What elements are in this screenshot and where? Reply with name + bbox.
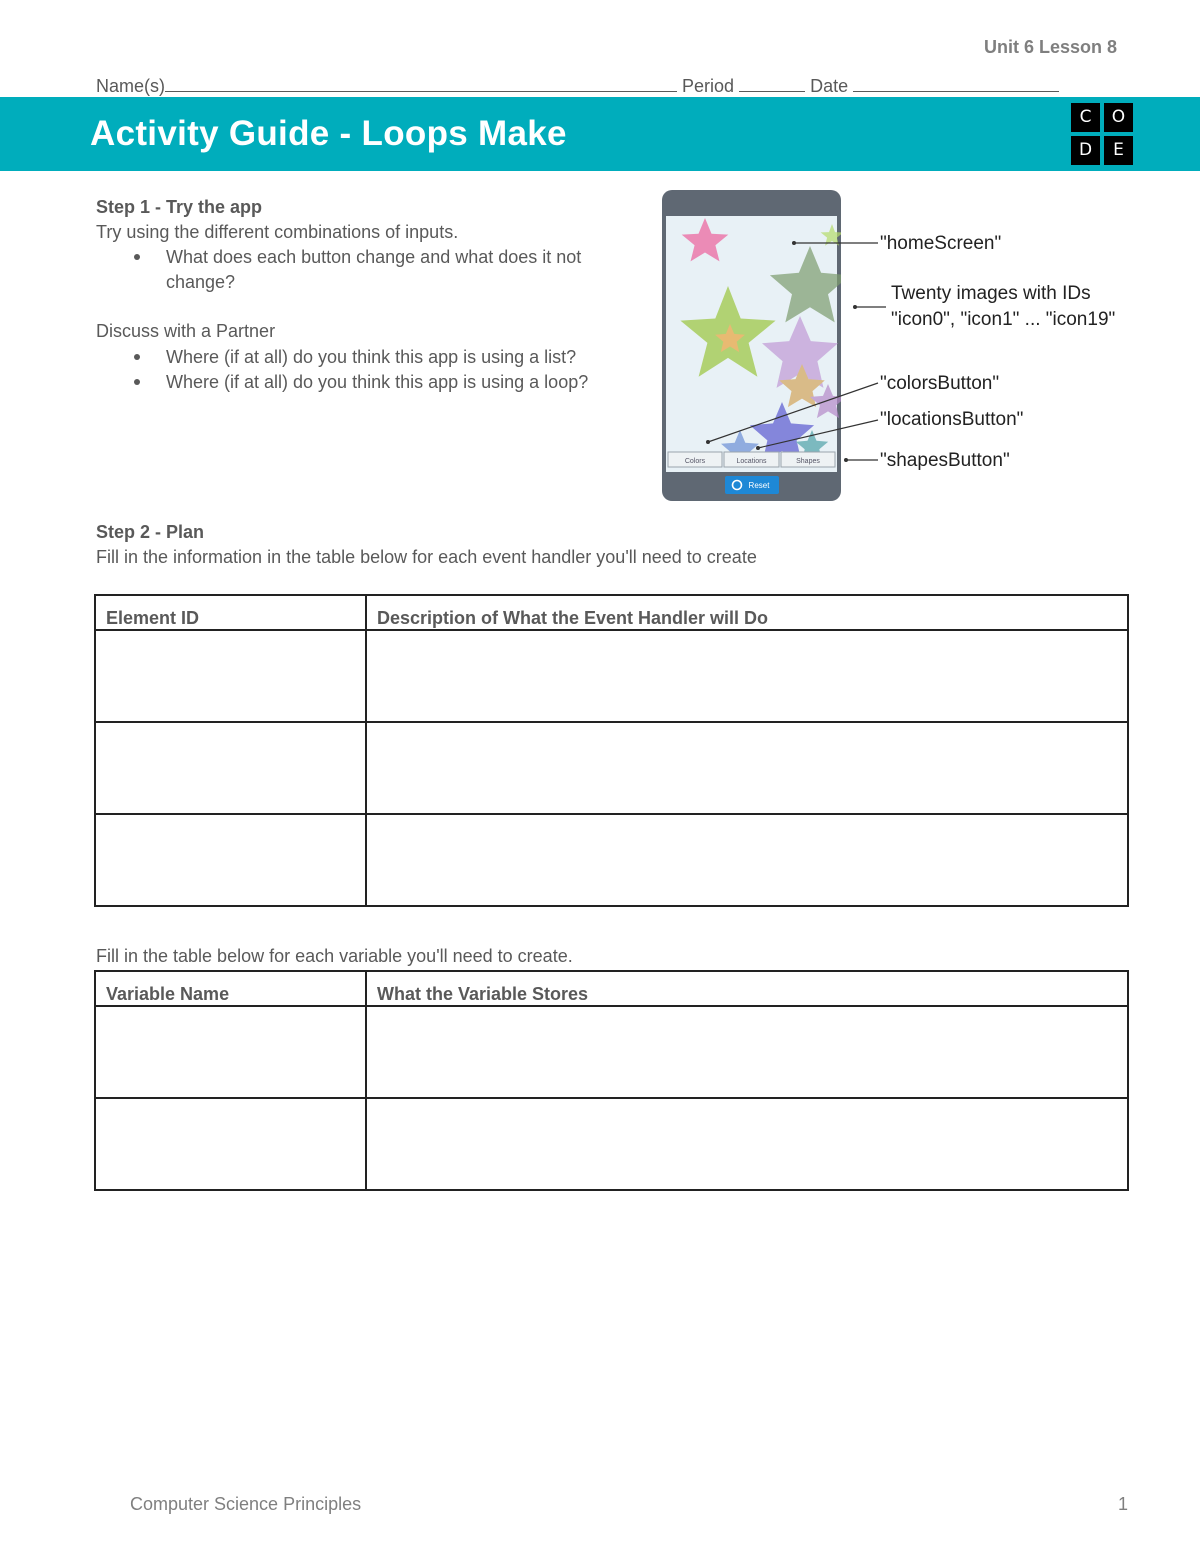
colors-button-label: Colors [684,458,706,465]
table-header-row [95,971,1128,1006]
variable-table [94,970,1129,1191]
event-handler-table [94,594,1129,907]
step1-bullet-list [96,245,636,295]
table-row [95,1098,1128,1190]
code-org-logo [1071,103,1135,167]
table-row [95,814,1128,906]
variable-name-cell[interactable] [95,1006,366,1098]
locations-button-callout: "locationsButton" [880,409,1024,430]
description-cell[interactable] [366,722,1128,814]
partner-bullet-loop-question: Where (if at all) do you think this app is using a loop? [96,370,656,395]
description-cell[interactable] [366,630,1128,722]
variable-name-cell[interactable] [95,1098,366,1190]
reset-button-label: Reset [748,481,770,490]
name-period-date-line [96,74,1059,97]
name-blank[interactable] [165,74,677,92]
shapes-button-callout: "shapesButton" [880,450,1010,471]
shapes-button-label: Shapes [796,458,820,465]
logo-letter-d: D [1071,136,1100,165]
step1-bullet: What does each button change and what does it not change? [96,245,636,295]
logo-letter-e: E [1104,136,1133,165]
date-label: Date [810,76,849,96]
table-header-row [95,595,1128,630]
table-header-cell: Description of What the Event Handler will Do [366,595,1128,630]
footer-course: Computer Science Principles [130,1494,362,1514]
variable-stores-cell[interactable] [366,1098,1128,1190]
activity-title: Activity Guide - Loops Make [90,114,567,153]
table-row [95,630,1128,722]
step1-heading: Step 1 - Try the app [96,197,263,217]
variable-stores-cell[interactable] [366,1006,1128,1098]
table-header-cell: What the Variable Stores [366,971,1128,1006]
unit-lesson-label: Unit 6 Lesson 8 [984,37,1118,57]
partner-bullet-list [96,345,656,395]
period-blank[interactable] [739,74,805,92]
period-label: Period [682,76,735,96]
step1-intro: Try using the different combinations of inputs. [96,222,459,242]
step2-intro: Fill in the information in the table below for each event handler you'll need to create [96,547,757,567]
element-id-cell[interactable] [95,630,366,722]
table-row [95,1006,1128,1098]
footer-page-number: 1 [1118,1494,1129,1514]
description-cell[interactable] [366,814,1128,906]
callout-lines [690,230,890,475]
home-screen-callout: "homeScreen" [880,233,1002,254]
locations-button-label: Locations [736,458,767,465]
table-header-cell: Element ID [95,595,366,630]
partner-heading: Discuss with a Partner [96,321,276,341]
element-id-cell[interactable] [95,814,366,906]
colors-button-callout: "colorsButton" [880,373,1000,394]
element-id-cell[interactable] [95,722,366,814]
logo-letter-o: O [1104,103,1133,132]
step2-heading: Step 2 - Plan [96,522,205,542]
table-header-cell: Variable Name [95,971,366,1006]
name-label: Name(s) [96,76,166,96]
table-row [95,722,1128,814]
date-blank[interactable] [853,74,1059,92]
variable-table-intro: Fill in the table below for each variable you'll need to create. [96,946,573,966]
icons-callout-line1: Twenty images with IDs [891,283,1091,304]
icons-callout-line2: "icon0", "icon1" ... "icon19" [891,309,1116,330]
partner-bullet-list-question: Where (if at all) do you think this app is using a list? [96,345,656,370]
logo-letter-c: C [1071,103,1100,132]
